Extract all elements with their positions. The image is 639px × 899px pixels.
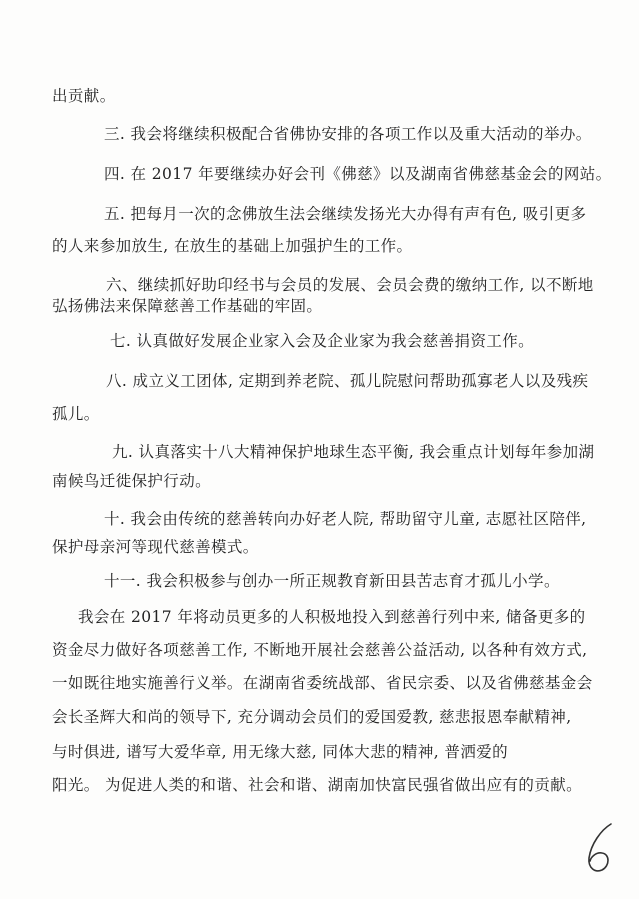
text-line-7: 弘扬佛法来保障慈善工作基础的牢固。 [52, 297, 323, 315]
text-line-8: 七. 认真做好发展企业家入会及企业家为我会慈善捐资工作。 [110, 332, 535, 350]
text-line-2: 三. 我会将继续积极配合省佛协安排的各项工作以及重大活动的举办。 [104, 125, 592, 143]
text-line-12: 南候鸟迁徙保护行动。 [52, 472, 212, 490]
text-line-13: 十. 我会由传统的慈善转向办好老人院, 帮助留守儿童, 志愿社区陪伴, [104, 510, 587, 528]
text-line-21: 阳光。 为促进人类的和谐、社会和谐、湖南加快富民强省做出应有的贡献。 [52, 776, 583, 794]
text-line-17: 资金尽力做好各项慈善工作, 不断地开展社会慈善公益活动, 以各种有效方式, [52, 641, 588, 659]
text-line-1: 出贡献。 [52, 87, 116, 105]
text-line-20: 与时俱进, 谱写大爱华章, 用无缘大慈, 同体大悲的精神, 普洒爱的 [52, 743, 509, 761]
text-line-9: 八. 成立义工团体, 定期到养老院、孤儿院慰问帮助孤寡老人以及残疾 [106, 372, 589, 390]
text-line-10: 孤儿。 [52, 405, 100, 423]
handwritten-page-number [583, 820, 623, 876]
text-line-3: 四. 在 2017 年要继续办好会刊《佛慈》以及湖南省佛慈基金会的网站。 [104, 165, 612, 183]
text-line-11: 九. 认真落实十八大精神保护地球生态平衡, 我会重点计划每年参加湖 [112, 443, 595, 461]
text-line-16: 我会在 2017 年将动员更多的人积极地投入到慈善行列中来, 储备更多的 [78, 608, 586, 626]
text-line-4: 五. 把每月一次的念佛放生法会继续发扬光大办得有声有色, 吸引更多 [104, 205, 587, 223]
text-line-5: 的人来参加放生, 在放生的基础上加强护生的工作。 [52, 237, 413, 255]
text-line-19: 会长圣辉大和尚的领导下, 充分调动会员们的爱国爱教, 慈悲报恩奉献精神, [52, 708, 572, 726]
text-line-6: 六、继续抓好助印经书与会员的发展、会员会费的缴纳工作, 以不断地 [106, 276, 594, 294]
text-line-18: 一如既往地实施善行义举。在湖南省委统战部、省民宗委、以及省佛慈基金会 [52, 674, 593, 692]
text-line-15: 十一. 我会积极参与创办一所正规教育新田县苦志育才孤儿小学。 [104, 572, 560, 590]
text-line-14: 保护母亲河等现代慈善模式。 [52, 538, 259, 556]
